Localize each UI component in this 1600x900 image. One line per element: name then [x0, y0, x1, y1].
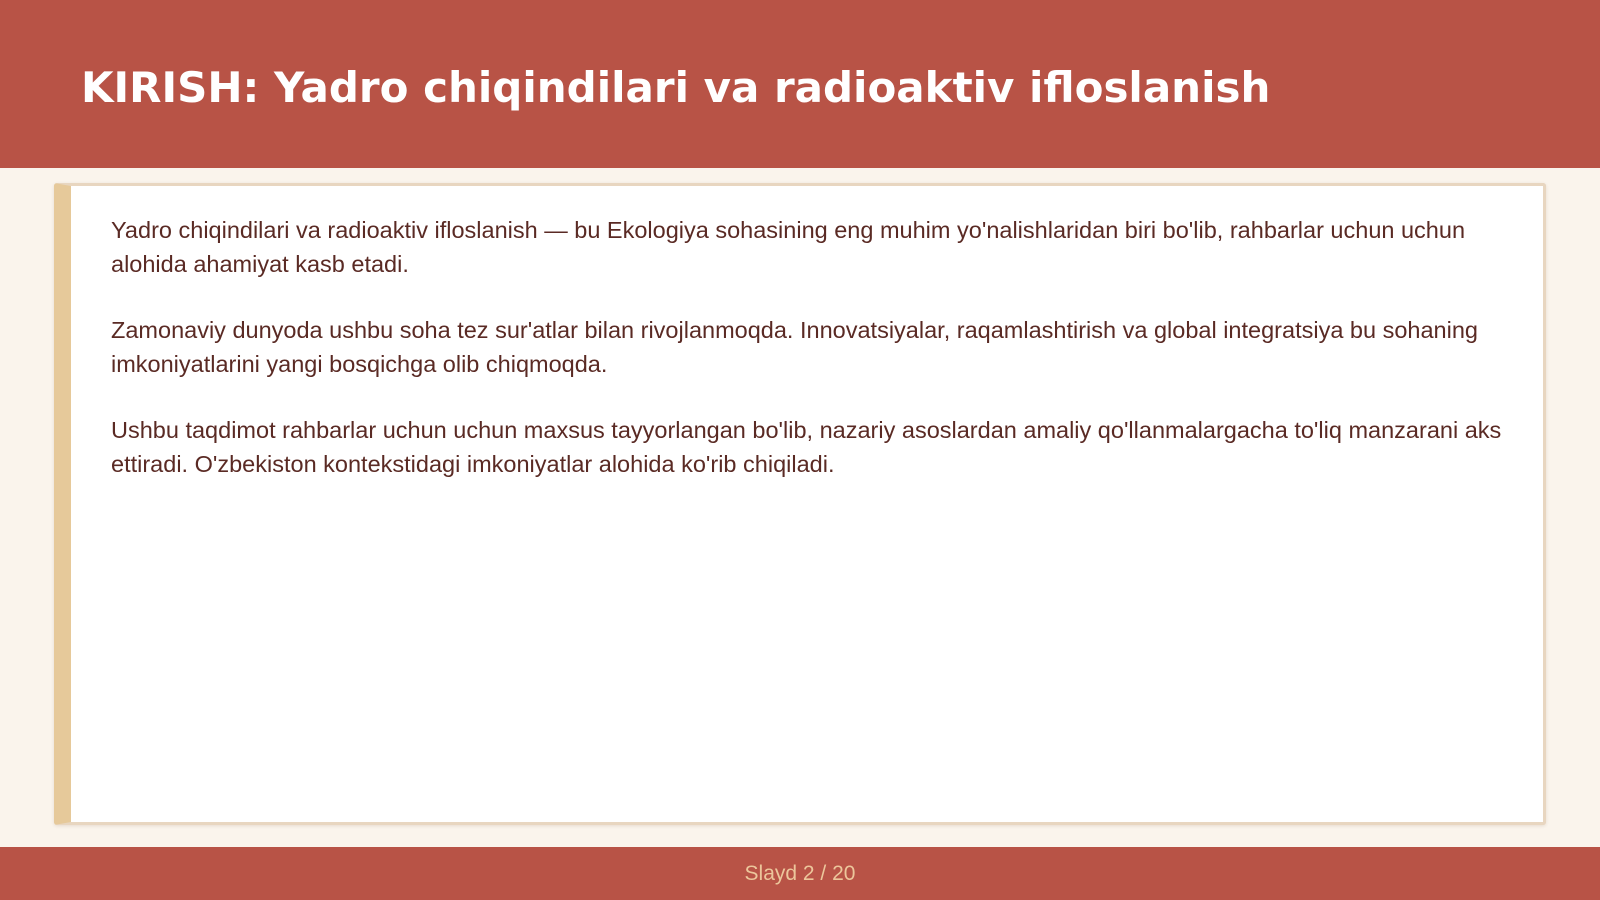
slide-counter: Slayd 2 / 20 [744, 862, 856, 885]
slide-title: KIRISH: Yadro chiqindilari va radioaktiv ifloslanish [81, 63, 1271, 112]
paragraph-intro: Yadro chiqindilari va radioaktiv ifloslanish — bu Ekologiya sohasining eng muhim yo'nalishlaridan biri bo'lib, rahbarlar uchun uchun alohida ahamiyat kasb etadi. [111, 217, 1466, 277]
slide-header [0, 0, 1600, 168]
paragraph-presentation-scope: Ushbu taqdimot rahbarlar uchun uchun maxsus tayyorlangan bo'lib, nazariy asoslardan amaliy qo'llanmalargacha to'liq manzarani aks ettiradi. O'zbekiston kontekstidagi imkoniyatlar alohida ko'rib chiqiladi. [111, 417, 1502, 477]
content-body [111, 213, 1511, 513]
slide-footer [0, 847, 1600, 900]
paragraph-modern-world: Zamonaviy dunyoda ushbu soha tez sur'atlar bilan rivojlanmoqda. Innovatsiyalar, raqamlashtirish va global integratsiya bu sohaning imkoniyatlarini yangi bosqichga olib chiqmoqda. [111, 317, 1478, 377]
content-card [54, 183, 1546, 825]
